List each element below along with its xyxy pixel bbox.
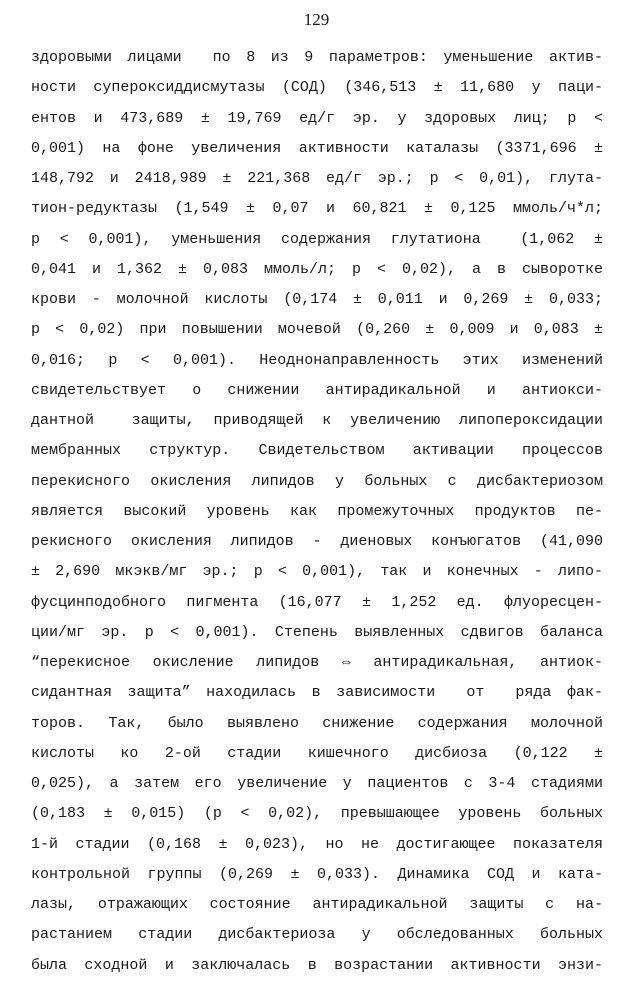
text-line: ентов и 473,689 ± 19,769 ед/г эр. у здоровых лиц; р < (31, 109, 603, 127)
text-line: дантной защиты, приводящей к увеличению липопероксидации (31, 412, 603, 429)
text-line: “перекисное окисление липидов ⇔ антирадикальная, антиок- (31, 654, 603, 671)
text-line: рекисного окисления липидов - диеновых конъюгатов (41,090 (31, 533, 603, 550)
text-line: крови - молочной кислоты (0,174 ± 0,011 и 0,269 ± 0,033; (31, 291, 603, 308)
text-line: сидантная защита” находилась в зависимости от ряда фак- (31, 684, 603, 702)
page-number: 129 (303, 10, 330, 29)
text-line: 1-й стадии (0,168 ± 0,023), но не достигающее показателя (31, 835, 603, 853)
body-text (31, 43, 603, 981)
text-line: растанием стадии дисбактериоза у обследованных больных (31, 926, 603, 944)
text-line: перекисного окисления липидов у больных с дисбактериозом (31, 472, 603, 490)
text-line: фусцинподобного пигмента (16,077 ± 1,252 ед. флуоресцен- (31, 593, 603, 611)
text-line: 0,025), а затем его увеличение у пациентов с 3-4 стадиями (31, 775, 603, 792)
text-line: 0,041 и 1,362 ± 0,083 ммоль/л; р < 0,02), а в сыворотке (31, 260, 603, 278)
text-line: лазы, отражающих состояние антирадикальной защиты с на- (31, 896, 603, 913)
text-line: 0,001) на фоне увеличения активности каталазы (3371,696 ± (31, 139, 603, 157)
text-line: торов. Так, было выявлено снижение содержания молочной (31, 714, 603, 732)
text-line: ности супероксиддисмутазы (СОД) (346,513 ± 11,680 у паци- (31, 79, 603, 97)
text-line: ции/мг эр. р < 0,001). Степень выявленных сдвигов баланса (31, 623, 603, 641)
text-line: р < 0,001), уменьшения содержания глутатиона (1,062 ± (31, 230, 603, 248)
text-line: мембранных структур. Свидетельством активации процессов (31, 442, 603, 460)
text-line: 0,016; р < 0,001). Неоднонаправленность этих изменений (31, 351, 603, 369)
text-line: тион-редуктазы (1,549 ± 0,07 и 60,821 ± 0,125 ммоль/ч*л; (31, 200, 603, 218)
text-line: (0,183 ± 0,015) (р < 0,02), превышающее уровень больных (31, 805, 603, 823)
text-line: является высокий уровень как промежуточных продуктов пе- (31, 502, 603, 520)
text-line: кислоты ко 2-ой стадии кишечного дисбиоза (0,122 ± (31, 744, 603, 762)
text-line: контрольной группы (0,269 ± 0,033). Динамика СОД и ката- (31, 865, 603, 883)
text-line: 148,792 и 2418,989 ± 221,368 ед/г эр.; р < 0,01), глута- (31, 170, 603, 187)
text-line: ± 2,690 мкэкв/мг эр.; р < 0,001), так и конечных - липо- (31, 563, 603, 581)
text-line: здоровыми лицами по 8 из 9 параметров: уменьшение актив- (31, 49, 603, 66)
text-line: была сходной и заключалась в возрастании активности энзи- (31, 956, 603, 974)
text-line: свидетельствует о снижении антирадикальной и антиокси- (31, 381, 603, 399)
text-line: р < 0,02) при повышении мочевой (0,260 ± 0,009 и 0,083 ± (31, 321, 603, 339)
